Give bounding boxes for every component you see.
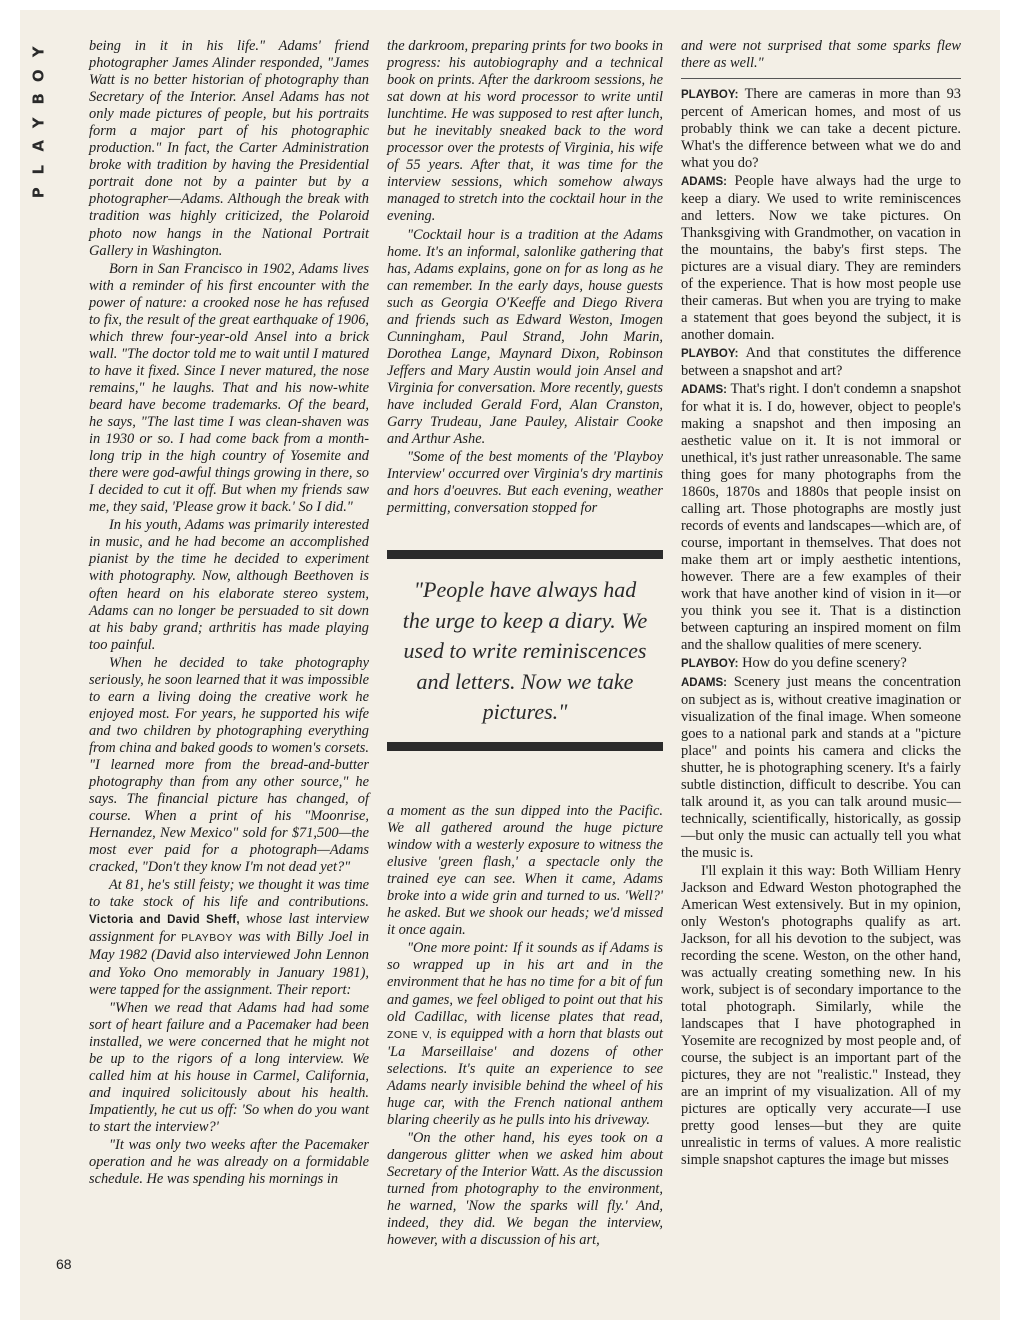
paragraph [387, 940, 663, 1129]
page-number: 68 [56, 1256, 72, 1272]
paragraph: "Some of the best moments of the 'Playboy Interview' occurred over Virginia's dry martinis and hors d'oeuvres. But each evening, weather permitting, conversation stopped for [387, 449, 663, 517]
qa-text: I'll explain it this way: Both William Henry Jackson and Edward Weston photographed the American West extensively. But in my opinion, only Weston's photographs qualify as art. Jackson, for all his devotion to the subject, was recording the scene. Weston, on the other hand, was actually creating something new. In his work, subject is of secondary importance to the total photograph. Similarly, while the landscapes that I have photographed in Yosemite are recognized by most people and, of course, the subject is an important part of the pictures, they are not "realistic." Instead, they are an imprint of my visualization. All of my pictures are optically very accurate—I use pretty good lenses—but they are quite unrealistic in terms of values. A more realistic simple snapshot captures the image but misses [681, 863, 961, 1168]
paragraph [89, 877, 369, 998]
paragraph-text: "One more point: If it sounds as if Adams is so wrapped up in his art and in the environment that he has no time for a bit of fun and games, we feel obliged to point out that his old Cadillac, with license plates that read, [387, 940, 663, 1025]
magazine-brand [28, 40, 50, 205]
brand-letter: A [29, 139, 48, 152]
qa-text: There are cameras in more than 93 percent of American homes, and most of us probably think we can take a decent picture. What's the difference between what we do and what you do? [681, 86, 961, 171]
speaker-label: ADAMS: [681, 677, 727, 689]
speaker-label: PLAYBOY: [681, 658, 739, 670]
brand-letter: O [29, 68, 48, 82]
pull-quote-text: "People have always had the urge to keep a diary. We used to write reminiscences and letters. Now we take pictures." [402, 577, 648, 724]
qa-text: And that constitutes the difference between a snapshot and art? [681, 345, 961, 379]
qa-text: Scenery just means the concentration on subject as is, without creative imagination or visualization of the final image. When someone goes to a national park and stands at a "picture place" and points his camera and clicks the shutter, he is photographing scenery. It's a fairly subtle distinction, difficult to describe. You can talk around it, as you can talk around music—technically, scientifically, historically, as gossip—but only the music can actually tell you what the music is. [681, 674, 961, 861]
brand-letter: P [29, 187, 48, 199]
brand-letter: L [29, 164, 48, 175]
paragraph: Born in San Francisco in 1902, Adams lives with a reminder of his first encounter with the power of nature: a crooked nose he has refused to fix, the result of the great earthquake of 1906, which threw four-year-old Ansel into a brick wall. "The doctor told me to wait until I matured to have it fixed. Since I never matured, the nose remains," he laughs. That and his now-white beard have become trademarks. Of the beard, he says, "The last time I was clean-shaven was in 1930 or so. I had come back from a month-long trip in the high country of Yosemite and there were god-awful things growing in there, so I decided to cut it off. But when my friends saw me, they said, 'Please grow it back.' So I did." [89, 260, 369, 516]
qa-item [681, 173, 961, 344]
speaker-label: ADAMS: [681, 176, 727, 188]
speaker-label: PLAYBOY: [681, 89, 739, 101]
brand-letter: Y [29, 46, 48, 58]
column-2-bottom [387, 803, 663, 1250]
intro-end: and were not surprised that some sparks flew there as well." [681, 38, 961, 71]
qa-item [681, 381, 961, 654]
paragraph-text: At 81, he's still feisty; we thought it was time to take stock of his life and contributions. [89, 877, 369, 911]
qa-item [681, 863, 961, 1169]
qa-item [681, 655, 961, 673]
pull-quote [387, 550, 663, 751]
section-rule [681, 78, 961, 79]
paragraph-text: is equipped with a horn that blasts out 'La Marseillaise' and dozens of other selections. It's quite an experience to see Adams nearly invisible behind the wheel of his huge car, with the French national anthem blaring cheerily as he pulls into his driveway. [387, 1025, 663, 1128]
column-1 [89, 38, 369, 1189]
paragraph: "Cocktail hour is a tradition at the Adams home. It's an informal, salonlike gathering that has, Adams explains, gone on for as long as he can remember. In the early days, house guests such as Georgia O'Keeffe and Diego Rivera and friends such as Edward Weston, Imogen Cunningham, Paul Strand, John Marin, Dorothea Lange, Maynard Dixon, Robinson Jeffers and Mary Austin would join Ansel and Virginia for conversation. More recently, guests have included Gerald Ford, Alan Cranston, Garry Trudeau, Jane Pauley, Alistair Cooke and Arthur Ashe. [387, 226, 663, 448]
speaker-label: ADAMS: [681, 384, 727, 396]
paragraph: "It was only two weeks after the Pacemaker operation and he was already on a formidable schedule. He was spending his mornings in [89, 1137, 369, 1188]
brand-letter: B [29, 93, 48, 105]
brand-small-caps: PLAYBOY [181, 932, 233, 945]
paragraph: the darkroom, preparing prints for two books in progress: his autobiography and a technical book on prints. After the darkroom sessions, he sat down at his word processor to write until lunchtime. He was supposed to rest after lunch, but he inevitably sneaked back to the word processor over the protests of Virginia, his wife of 55 years. After that, it was time for the interview sessions, which somehow always managed to stretch into the cocktail hour in the evening. [387, 38, 663, 225]
paragraph: "On the other hand, his eyes took on a dangerous glitter when we asked him about Secretary of the Interior Watt. As the discussion turned from photography to the environment, he warned, 'Now the sparks will fly.' And, indeed, they did. We began the interview, however, with a discussion of his art, [387, 1129, 663, 1249]
pull-quote-top-rule [387, 550, 663, 559]
paragraph: When he decided to take photography seriously, he soon learned that it was impossible to earn a living doing the creative work he enjoyed most. For years, he supported his wife and two children by photographing everything from china and baked goods to women's corsets. "I learned more from the bread-and-butter photography than from any other source," he says. The financial picture has changed, of course. When a print of his "Moonrise, Hernandez, New Mexico" sold for $71,500—the most ever paid for a photograph—Adams cracked, "Don't they know I'm not dead yet?" [89, 654, 369, 876]
paragraph-text: was with Billy Joel in May 1982 (David also interviewed John Lennon and Yoko Ono memorably in January 1981), were tapped for the assignment. Their report: [89, 929, 369, 998]
qa-item [681, 86, 961, 172]
brand-letter: Y [29, 116, 48, 128]
column-3 [681, 38, 961, 1170]
license-plate-text: ZONE V, [387, 1028, 433, 1041]
paragraph-text: whose last interview assignment for [89, 911, 369, 946]
paragraph: "When we read that Adams had had some sort of heart failure and a Pacemaker had been installed, we were concerned that he might not be up to the rigors of a long interview. We called him at his house in Carmel, California, and inquired solicitously about his health. Impatiently, he cut us off: 'So when do you want to start the interview?' [89, 999, 369, 1135]
paragraph: being in it in his life." Adams' friend photographer James Alinder responded, "James Watt is no better historian of photography than Secretary of the Interior. Ansel Adams has not only made pictures of people, but his portraits form a major part of his photographic production." In fact, the Carter Administration broke with tradition by having the Presidential portrait done not by a painter but by a photographer—Adams. Although the break with tradition was highly criticized, the Polaroid photo now hangs in the National Portrait Gallery in Washington. [89, 38, 369, 259]
paragraph: In his youth, Adams was primarily interested in music, and he had become an accomplished pianist by the time he decided to experiment with photography. Now, although Beethoven is often heard on his elaborate stereo system, Adams can no longer be persuaded to sit down at his baby grand; arthritis has made playing too painful. [89, 517, 369, 653]
column-2-top [387, 38, 663, 518]
qa-text: How do you define scenery? [738, 655, 907, 671]
qa-item [681, 674, 961, 862]
pull-quote-bottom-rule [387, 742, 663, 751]
qa-item [681, 345, 961, 380]
speaker-label: PLAYBOY: [681, 348, 739, 360]
author-names: Victoria and David Sheff, [89, 914, 240, 927]
paragraph: a moment as the sun dipped into the Pacific. We all gathered around the huge picture window with a westerly exposure to witness the elusive 'green flash,' a spectacle only the trained eye can see. When it came, Adams broke into a wide grin and turned to us. 'Well?' he asked. But we shook our heads; we'd missed it once again. [387, 803, 663, 939]
qa-text: That's right. I don't condemn a snapshot for what it is. I do, however, object to people's making a snapshot and then imposing an aesthetic value on it. It is not immoral or unethical, it's just rather unreasonable. The same thing goes for many photographs from the 1860s, 1870s and 1880s that people insist on calling art. Those photographs are mostly just records of events and landscapes—which are, of course, important in themselves. That does not make them art or imply aesthetic intentions, however. There are a few examples of their work that have another kind of vision in it—or you think you see it. That is a distinction between capturing an inspired moment on film and the shallow qualities of mere scenery. [681, 381, 961, 653]
qa-text: People have always had the urge to keep a diary. We used to write reminiscences and letters. Now we take pictures. On Thanksgiving with Grandmother, on vacation in the mountains, the baby's first steps. The pictures are a visual diary. They are reminders of the experience. That is how most people use their cameras. But when you are trying to make a statement that goes beyond the subject, it is another domain. [681, 173, 961, 343]
